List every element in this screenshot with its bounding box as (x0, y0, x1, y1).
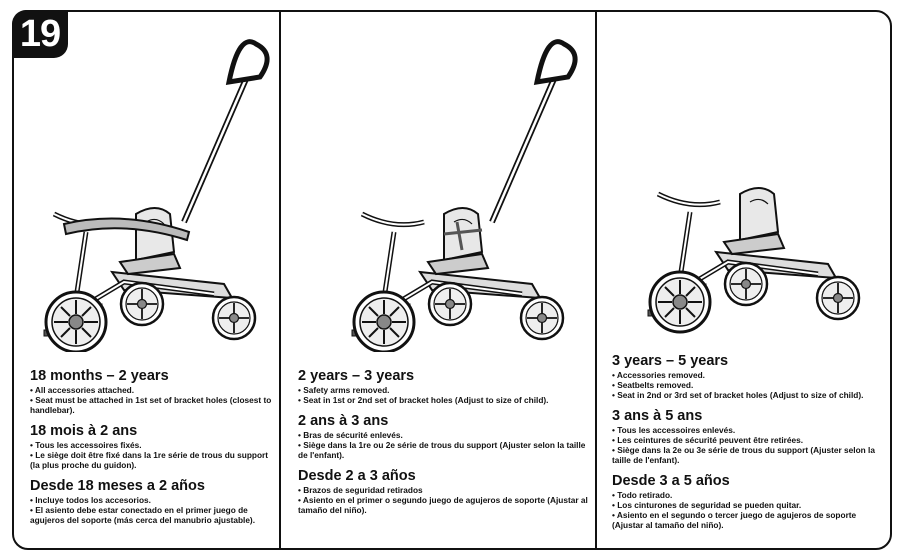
bullet-line: • Les ceintures de sécurité peuvent être retirées. (612, 435, 804, 445)
bullet-line: • All accessories attached. (30, 385, 135, 395)
bullet-line: • Asiento en el segundo o tercer juego de agujeros de soporte (Ajustar al tamaño del niño). (612, 510, 857, 530)
section-heading: Desde 18 meses a 2 años (30, 478, 205, 494)
panel-divider-2 (595, 12, 597, 548)
tricycle-safety-arms-removed-illustration (302, 22, 582, 352)
panel-divider-1 (279, 12, 281, 548)
bullet-line: • Tous les accessoires fixés. (30, 440, 142, 450)
bullet-line: • Bras de sécurité enlevés. (298, 430, 403, 440)
section-heading: 3 ans à 5 ans (612, 408, 703, 424)
section-list (298, 368, 588, 515)
bullet-line: • Brazos de seguridad retirados (298, 485, 423, 495)
bullet-line: • Tous les accessoires enlevés. (612, 425, 736, 435)
bullet-line: • Seat in 2nd or 3rd set of bracket holes (Adjust to size of child). (612, 390, 864, 400)
section-spanish (612, 473, 888, 530)
bullet-line: • Siège dans la 2e ou 3e série de trous du support (Ajuster selon la taille de l'enfant). (612, 445, 875, 465)
bullet-line: • Seatbelts removed. (612, 380, 694, 390)
bullet-line: • Los cinturones de seguridad se pueden quitar. (612, 500, 802, 510)
section-heading: Desde 2 a 3 años (298, 468, 416, 484)
panel-3-years (598, 12, 890, 548)
bullet-line: • Le siège doit être fixé dans la 1re série de trous du support (la plus proche du guidon). (30, 450, 269, 470)
section-spanish (30, 478, 275, 525)
bullet-line: • Asiento en el primer o segundo juego de agujeros de soporte (Ajustar al tamaño del niño). (298, 495, 588, 515)
tricycle-full-accessories-illustration (14, 22, 274, 352)
section-heading: 2 years – 3 years (298, 368, 415, 384)
bullet-line: • El asiento debe estar conectado en el primer juego de agujeros del soporte (más cerca del manubrio ajustable). (30, 505, 256, 525)
panel-2-years (282, 12, 594, 548)
section-heading: Desde 3 a 5 años (612, 473, 730, 489)
bullet-line: • Safety arms removed. (298, 385, 390, 395)
section-heading: 2 ans à 3 ans (298, 413, 389, 429)
section-french (30, 423, 275, 470)
section-english (30, 368, 275, 415)
section-heading: 18 mois à 2 ans (30, 423, 138, 439)
bullet-line: • Siège dans la 1re ou 2e série de trous du support (Ajuster selon la taille de l'enfant). (298, 440, 586, 460)
section-french (298, 413, 588, 460)
section-heading: 18 months – 2 years (30, 368, 169, 384)
section-english (298, 368, 588, 405)
section-heading: 3 years – 5 years (612, 353, 729, 369)
bullet-line: • Todo retirado. (612, 490, 673, 500)
tricycle-accessories-removed-illustration (608, 22, 888, 352)
section-list (30, 368, 275, 525)
bullet-line: • Seat in 1st or 2nd set of bracket holes (Adjust to size of child). (298, 395, 549, 405)
section-english (612, 353, 888, 400)
section-spanish (298, 468, 588, 515)
bullet-line: • Incluye todos los accesorios. (30, 495, 151, 505)
bullet-line: • Seat must be attached in 1st set of bracket holes (closest to handlebar). (30, 395, 272, 415)
step-number-badge: 19 (12, 10, 68, 58)
bullet-line: • Accessories removed. (612, 370, 705, 380)
section-french (612, 408, 888, 465)
panel-18-months (14, 12, 278, 548)
section-list (612, 353, 888, 530)
